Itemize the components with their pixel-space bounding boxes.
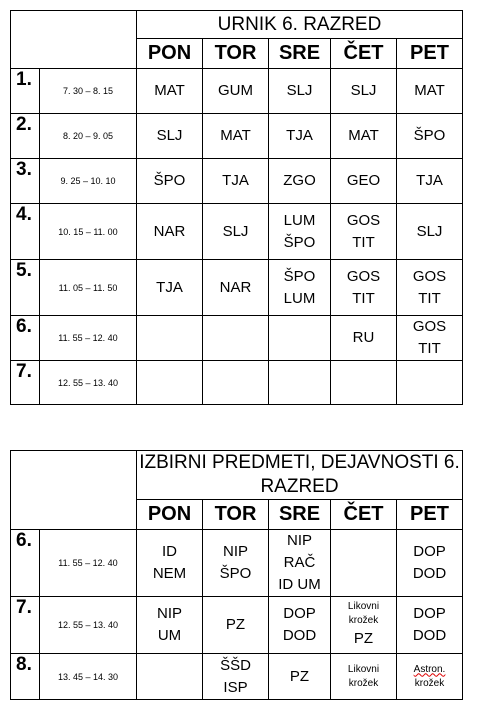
day-header: SRE [269, 500, 331, 530]
table-row [11, 69, 463, 114]
day-header: SRE [269, 39, 331, 69]
table-row [11, 597, 463, 654]
subject-cell [269, 69, 331, 114]
subject-label: ISP [223, 678, 248, 696]
subject-label: ŠŠD [220, 656, 251, 674]
period-number: 3. [11, 159, 40, 204]
subject-cell [397, 159, 463, 204]
subject-cell [397, 204, 463, 260]
period-number: 1. [11, 69, 40, 114]
subject-label: MAT [154, 82, 185, 99]
period-number: 8. [11, 654, 40, 700]
subject-cell [137, 597, 203, 654]
subject-label: PZ [353, 630, 374, 647]
subject-label: ŠPO [283, 233, 316, 251]
subject-cell [137, 260, 203, 316]
subject-label: DOP [413, 543, 446, 560]
subject-label: NEM [152, 565, 187, 582]
subject-cell [331, 114, 397, 159]
day-header: PON [137, 39, 203, 69]
subject-label: SLJ [416, 222, 443, 240]
subject-cell [397, 530, 463, 597]
subject-cell [331, 597, 397, 654]
subject-cell [269, 654, 331, 700]
subject-label: PZ [225, 616, 246, 633]
subject-cell [269, 597, 331, 654]
corner-cell [11, 11, 137, 69]
subject-cell [269, 316, 331, 361]
subject-label: Likovni [347, 663, 380, 675]
table-row [11, 530, 463, 597]
subject-cell [137, 204, 203, 260]
subject-label: SLJ [350, 82, 377, 99]
subject-cell [203, 260, 269, 316]
subject-cell [397, 361, 463, 405]
subject-label: MAT [348, 127, 379, 144]
subject-cell [203, 654, 269, 700]
table-row [11, 260, 463, 316]
subject-label: DOD [412, 565, 447, 582]
subject-label: DOP [283, 605, 316, 622]
subject-label: PZ [289, 667, 310, 685]
subject-label: GUM [218, 82, 253, 99]
subject-label: krožek [348, 677, 379, 689]
subject-label: ŠPO [413, 127, 446, 144]
table-row [11, 204, 463, 260]
subject-label: NIP [286, 532, 312, 549]
table-row [11, 159, 463, 204]
subject-cell [203, 361, 269, 405]
subject-cell [203, 597, 269, 654]
period-time: 10. 15 – 11. 00 [40, 204, 137, 260]
subject-label: ID UM [278, 576, 321, 593]
subject-label: DOP [413, 605, 446, 622]
subject-label: TIT [418, 340, 441, 357]
subject-cell [331, 159, 397, 204]
subject-label: SLJ [222, 222, 249, 240]
subject-label: TIT [352, 289, 375, 307]
subject-cell [331, 316, 397, 361]
table-row [11, 654, 463, 700]
period-number: 5. [11, 260, 40, 316]
subject-cell [137, 114, 203, 159]
subject-cell [331, 654, 397, 700]
subject-cell [269, 260, 331, 316]
table-row [11, 114, 463, 159]
subject-label: TIT [352, 233, 375, 251]
subject-cell [203, 316, 269, 361]
subject-label: SLJ [286, 82, 313, 99]
schedule-table [10, 10, 463, 405]
subject-cell [397, 69, 463, 114]
table-row [11, 316, 463, 361]
period-time: 11. 05 – 11. 50 [40, 260, 137, 316]
electives-table [10, 450, 463, 700]
subject-cell [137, 159, 203, 204]
subject-label: GEO [346, 172, 381, 189]
subject-label: NAR [153, 222, 186, 240]
table-row [11, 361, 463, 405]
subject-label: Astron. [413, 663, 446, 675]
subject-cell [203, 159, 269, 204]
subject-label: DOD [412, 627, 447, 644]
subject-label: MAT [414, 82, 445, 99]
subject-cell [269, 530, 331, 597]
period-time: 12. 55 – 13. 40 [40, 597, 137, 654]
subject-label: ZGO [283, 172, 316, 189]
corner-cell [11, 451, 137, 530]
subject-cell [203, 69, 269, 114]
subject-label: TJA [156, 278, 183, 296]
subject-label: NIP [156, 605, 182, 622]
subject-label: krožek [348, 615, 379, 626]
day-header: PON [137, 500, 203, 530]
period-number: 6. [11, 316, 40, 361]
subject-cell [397, 597, 463, 654]
day-header: PET [397, 39, 463, 69]
subject-label: Likovni [347, 601, 380, 612]
day-header: ČET [331, 500, 397, 530]
subject-label: TJA [222, 172, 249, 189]
electives-title: IZBIRNI PREDMETI, DEJAVNOSTI 6. RAZRED [137, 451, 463, 500]
subject-cell [137, 316, 203, 361]
subject-cell [203, 114, 269, 159]
subject-cell [137, 654, 203, 700]
schedule-title: URNIK 6. RAZRED [137, 11, 463, 39]
subject-label: TIT [418, 289, 441, 307]
subject-label: NAR [219, 278, 252, 296]
subject-label: GOS [346, 211, 381, 229]
subject-cell [269, 361, 331, 405]
subject-label: RAČ [283, 554, 316, 571]
subject-cell [331, 69, 397, 114]
subject-cell [397, 114, 463, 159]
period-number: 2. [11, 114, 40, 159]
period-time: 13. 45 – 14. 30 [40, 654, 137, 700]
period-time: 9. 25 – 10. 10 [40, 159, 137, 204]
period-time: 7. 30 – 8. 15 [40, 69, 137, 114]
subject-cell [331, 260, 397, 316]
subject-label: krožek [414, 677, 445, 689]
subject-cell [397, 316, 463, 361]
subject-cell [203, 530, 269, 597]
subject-label: GOS [412, 267, 447, 285]
subject-label: SLJ [156, 127, 183, 144]
period-time: 11. 55 – 12. 40 [40, 530, 137, 597]
subject-cell [137, 69, 203, 114]
period-number: 7. [11, 361, 40, 405]
subject-label: DOD [282, 627, 317, 644]
subject-label: RU [352, 329, 375, 346]
subject-cell [269, 114, 331, 159]
period-number: 4. [11, 204, 40, 260]
subject-cell [331, 530, 397, 597]
subject-label: TJA [286, 127, 313, 144]
period-time: 8. 20 – 9. 05 [40, 114, 137, 159]
period-time: 11. 55 – 12. 40 [40, 316, 137, 361]
subject-label: UM [157, 627, 182, 644]
subject-cell [397, 260, 463, 316]
subject-label: TJA [416, 172, 443, 189]
period-number: 6. [11, 530, 40, 597]
subject-label: NIP [222, 543, 248, 560]
subject-label: ŠPO [283, 267, 316, 285]
subject-cell [269, 159, 331, 204]
day-header: TOR [203, 500, 269, 530]
subject-cell [137, 530, 203, 597]
subject-label: MAT [220, 127, 251, 144]
day-header: PET [397, 500, 463, 530]
subject-label: GOS [346, 267, 381, 285]
period-time: 12. 55 – 13. 40 [40, 361, 137, 405]
subject-cell [203, 204, 269, 260]
subject-cell [397, 654, 463, 700]
subject-label: LUM [283, 289, 316, 307]
subject-cell [331, 204, 397, 260]
subject-label: ŠPO [219, 565, 252, 582]
subject-label: ŠPO [153, 172, 186, 189]
period-number: 7. [11, 597, 40, 654]
subject-cell [137, 361, 203, 405]
subject-cell [269, 204, 331, 260]
day-header: ČET [331, 39, 397, 69]
subject-cell [331, 361, 397, 405]
subject-label: LUM [283, 211, 316, 229]
subject-label: GOS [412, 318, 447, 335]
day-header: TOR [203, 39, 269, 69]
subject-label: ID [162, 543, 177, 560]
